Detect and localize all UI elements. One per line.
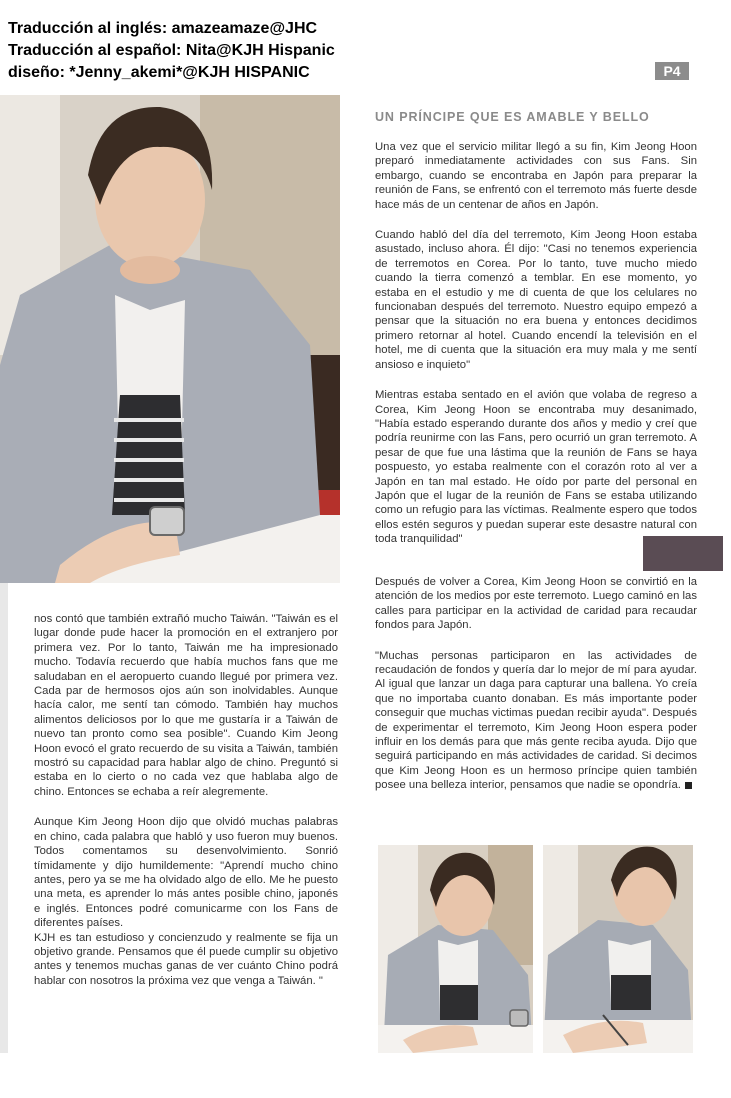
writing-photo-1 [378,845,533,1053]
article-paragraph: Cuando habló del día del terremoto, Kim Jeong Hoon estaba asustado, incluso ahora. Él dijo: "Casi no tenemos experiencia de terremotos en Corea. Por lo tanto, tuve mucho miedo cuando la tierra comenzó a temblar. En ese momento, yo estaba en el estudio y me di cuenta de que los celulares no funcionaban después del terremoto. Nuestro equipo empezó a pensar que la situación no era buena y entonces decidimos primero retornar al hotel. Cuando encendí la televisión en el hotel, me di cuenta que la situación era muy mala y me sentí ansioso e inquieto" [375,229,697,371]
article-headline: UN PRÍNCIPE QUE ES AMABLE Y BELLO [375,110,650,124]
portrait-illustration [0,95,340,583]
translation-credits [8,18,335,84]
left-column-article [34,612,338,1004]
writing-photo-2 [543,845,693,1053]
writing-illustration-2 [543,845,693,1053]
article-paragraph [375,649,697,793]
writing-illustration-1 [378,845,533,1053]
article-paragraph: Una vez que el servicio militar llegó a su fin, Kim Jeong Hoon preparó inmediatamente actividades con sus Fans. Sin embargo, cuando se encontraba en Japón para preparar la reunión de Fans, se enfrentó con el terremoto más fuerte desde hace más de un centenar de años en Japón. [375,141,697,211]
end-of-article-mark [685,782,692,789]
decorative-bar [643,536,723,571]
article-paragraph: Después de volver a Corea, Kim Jeong Hoon se convirtió en la atención de los medios por este terremoto. Luego caminó en las calles para participar en la actividad de caridad para recaudar fondos para Japón. [375,576,697,632]
right-column-article-continued [375,575,697,809]
portrait-photo [0,95,340,583]
credit-line-english: Traducción al inglés: amazeamaze@JHC [8,20,318,37]
credit-line-spanish: Traducción al español: Nita@KJH Hispanic [8,42,335,59]
article-paragraph: Mientras estaba sentado en el avión que volaba de regreso a Corea, Kim Jeong Hoon se encontraba muy desanimado, "Había estado esperando durante dos años y medio y creí que podría reunirme con las Fans, pero ocurrió un gran terremoto. A pesar de que fue una lástima que la reunión de Fans se haya pospuesto, yo estaba realmente con el corazón roto al ver a Japón en tan mal estado. He oído por parte del personal en Japón que el lugar de la reunión de Fans se estaba utilizando como un refugio para las víctimas. Realmente espero que todos ellos estén seguros y puedan superar este desastre natural con toda tranquilidad" [375,389,697,546]
page-number-badge: P4 [655,62,689,80]
article-paragraph: Aunque Kim Jeong Hoon dijo que olvidó muchas palabras en chino, cada palabra que habló y uso fueron muy buenos. Todos comentamos su desenvolvimiento. Sonrió tímidamente y dijo humildemente: "Aprendí mucho chino antes, pero ya se me ha olvidado algo de ello. Me he puesto una meta, es aprender lo más antes posible chino, japonés e inglés. Entonces podré comunicarme con los Fans de diferentes países. [34,816,338,930]
article-paragraph: nos contó que también extrañó mucho Taiwán. "Taiwán es el lugar donde pude hacer la promoción en el extranjero por primera vez. Por lo tanto, Taiwán me ha impresionado mucho. Todavía recuerdo que había muchos fans que me saludaban en el aeropuerto cuando llegué por primera vez. Cada par de hermosos ojos aún son inolvidables. Aunque hacía calor, me sentí tan cómodo. También hay muchos alimentos deliciosos por lo que me gustaría ir a Taiwán de nuevo tan pronto como sea posible". Cuando Kim Jeong Hoon evocó el grato recuerdo de su visita a Taiwán, también mostró su capacidad para hablar algo de chino. Preguntó si estaba en lo cierto o no cada vez que hablaba algo de chino. Entonces se echaba a reír alegremente. [34,613,338,798]
article-paragraph-text: "Muchas personas participaron en las actividades de recaudación de fondos y quería dar lo mejor de mí para ayudar. Al igual que lanzar un daga para capturar una ballena. Yo creía que no importaba cuanto donaban. Es más importante poder conseguir que muchas victimas puedan recibir ayuda". Después de experimentar el terremoto, Kim Jeong Hoon espera poder influir en los demás para que más gente reciba ayuda. Dijo que seguirá participando en más actividades de caridad. Si decimos que Kim Jeong Hoon es un hermoso príncipe quien también posee una belleza interior, pensamos que nadie se opondría. [375,649,697,792]
credit-line-design: diseño: *Jenny_akemi*@KJH HISPANIC [8,64,310,81]
page-edge [0,583,8,1053]
right-column-article [375,110,697,563]
article-paragraph: KJH es tan estudioso y concienzudo y realmente se fija un objetivo grande. Pensamos que él puede cumplir su objetivo antes y tenemos muchas ganas de ver cuánto Chino podrá hablar con nosotros la próxima vez que venga a Taiwán. " [34,931,338,987]
